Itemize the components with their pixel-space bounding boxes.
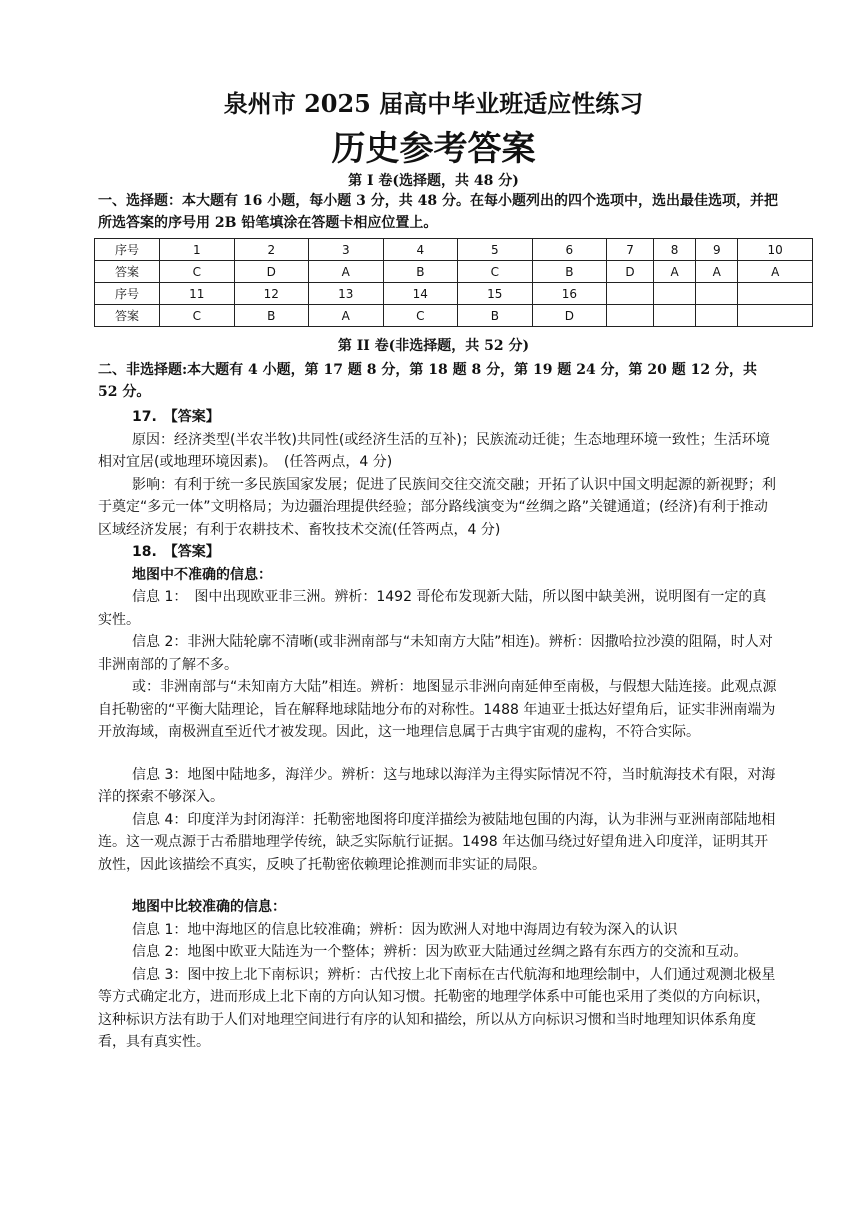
table-cell: 2 [234, 239, 309, 261]
table-cell: A [696, 261, 738, 283]
table-cell: 9 [696, 239, 738, 261]
table-cell: 11 [160, 283, 235, 305]
q17-impact: 影响：有利于统一多民族国家发展；促进了民族间交往交流交融；开拓了认识中国文明起源的新视野；利于奠定“多元一体”文明格局；为边疆治理提供经验；部分路线演变为“丝绸之路”关键通道；(经济)有利于推动区域经济发展；有利于农耕技术、畜牧技术交流(任答两点，4 分) [98, 476, 776, 538]
row-label-num: 序号 [95, 283, 160, 305]
table-cell [654, 305, 696, 327]
table-cell: 3 [309, 239, 384, 261]
table-cell: B [234, 305, 309, 327]
q18-accurate-item: 信息 3：图中按上北下南标识；辨析：古代按上北下南标在古代航海和地理绘制中，人们通过观测北极星等方式确定北方，进而形成上北下南的方向认知习惯。托勒密的地理学体系中可能也采用了类似的方向标识，这种标识方法有助于人们对地理空间进行有序的认知和描绘，所以从方向标识习惯和当时地理知识体系角度看，具有真实性。 [98, 966, 776, 1050]
table-cell: 8 [654, 239, 696, 261]
spacer [98, 744, 778, 764]
table-cell [696, 283, 738, 305]
table-cell: A [309, 261, 384, 283]
table-row [95, 261, 813, 283]
table-cell [607, 283, 654, 305]
part2-heading: 第 II 卷(非选择题，共 52 分) [337, 338, 530, 354]
table-row [95, 305, 813, 327]
table-cell [738, 305, 813, 327]
row-label-ans: 答案 [95, 305, 160, 327]
table-cell [738, 283, 813, 305]
q17-label: 17. 【答案】 [132, 409, 220, 425]
q18-inaccurate-item: 或：非洲南部与“未知南方大陆”相连。辨析：地图显示非洲向南延伸至南极，与假想大陆连接。此观点源自托勒密的“平衡大陆理论，旨在解释地球陆地分布的对称性。1488 年迪亚士抵达好望角后，证实非洲南端为开放海域，南极洲直至近代才被发现。因此，这一地理信息属于古典宇宙观的虚构，不符合实际。 [98, 679, 777, 740]
table-cell: 15 [458, 283, 533, 305]
part1-heading: 第 I 卷(选择题，共 48 分) [348, 173, 519, 189]
q18-inaccurate-item: 信息 3：地图中陆地多，海洋少。辨析：这与地球以海洋为主得实际情况不符，当时航海技术有限，对海洋的探索不够深入。 [98, 766, 776, 805]
table-row [95, 283, 813, 305]
spacer [98, 876, 778, 896]
table-cell: 1 [160, 239, 235, 261]
answer-body [98, 406, 778, 1054]
table-cell: A [738, 261, 813, 283]
row-label-ans: 答案 [95, 261, 160, 283]
table-cell: C [160, 261, 235, 283]
row-label-num: 序号 [95, 239, 160, 261]
table-cell: B [383, 261, 458, 283]
table-cell: C [383, 305, 458, 327]
document-subtitle: 历史参考答案 [331, 129, 536, 169]
q18-accurate-item: 信息 2：地图中欧亚大陆连为一个整体；辨析：因为欧亚大陆通过丝绸之路有东西方的交流和互动。 [132, 944, 748, 960]
table-cell: 6 [532, 239, 607, 261]
q18-inaccurate-item: 信息 1： 图中出现欧亚非三洲。辨析：1492 哥伦布发现新大陆，所以图中缺美洲，说明图有一定的真实性。 [98, 589, 767, 628]
table-cell: 16 [532, 283, 607, 305]
table-cell: 5 [458, 239, 533, 261]
q18-inaccurate-item: 信息 2：非洲大陆轮廓不清晰(或非洲南部与“未知南方大陆”相连)。辨析：因撒哈拉沙漠的阻隔，时人对非洲南部的了解不多。 [98, 634, 773, 673]
table-cell: 7 [607, 239, 654, 261]
table-cell: A [654, 261, 696, 283]
table-cell: C [458, 261, 533, 283]
table-cell: B [532, 261, 607, 283]
table-cell [654, 283, 696, 305]
table-cell: 4 [383, 239, 458, 261]
table-cell: 13 [309, 283, 384, 305]
table-cell: A [309, 305, 384, 327]
q18-inaccurate-heading: 地图中不准确的信息： [132, 566, 272, 583]
q18-accurate-heading: 地图中比较准确的信息： [132, 899, 286, 915]
table-cell: 14 [383, 283, 458, 305]
q18-accurate-item: 信息 1：地中海地区的信息比较准确；辨析：因为欧洲人对地中海周边有较为深入的认识 [132, 921, 678, 938]
table-cell: C [160, 305, 235, 327]
table-cell: D [532, 305, 607, 327]
q18-label: 18. 【答案】 [132, 544, 220, 560]
document-title: 泉州市 2025 届高中毕业班适应性练习 [223, 89, 644, 118]
part1-instructions: 一、选择题：本大题有 16 小题，每小题 3 分，共 48 分。在每小题列出的四个选项中，选出最佳选项，并把所选答案的序号用 2B 铅笔填涂在答题卡相应位置上。 [98, 193, 778, 231]
q18-inaccurate-item: 信息 4：印度洋为封闭海洋：托勒密地图将印度洋描绘为被陆地包围的内海，认为非洲与亚洲南部陆地相连。这一观点源于古希腊地理学传统，缺乏实际航行证据。1498 年达伽马绕过好望角进入印度洋，证明其开放性，因此该描绘不真实，反映了托勒密依赖理论推测而非实证的局限。 [98, 811, 776, 873]
table-cell: D [607, 261, 654, 283]
table-cell [607, 305, 654, 327]
q17-reason: 原因：经济类型(半农半牧)共同性(或经济生活的互补)；民族流动迁徙；生态地理环境一致性；生活环境相对宜居(或地理环境因素)。 (任答两点，4 分) [98, 431, 770, 470]
table-cell: 10 [738, 239, 813, 261]
part2-instructions: 二、非选择题:本大题有 4 小题，第 17 题 8 分，第 18 题 8 分，第 19 题 24 分，第 20 题 12 分，共 52 分。 [98, 362, 758, 400]
table-cell: D [234, 261, 309, 283]
table-row [95, 239, 813, 261]
answer-table [94, 238, 813, 327]
table-cell: B [458, 305, 533, 327]
table-cell [696, 305, 738, 327]
table-cell: 12 [234, 283, 309, 305]
